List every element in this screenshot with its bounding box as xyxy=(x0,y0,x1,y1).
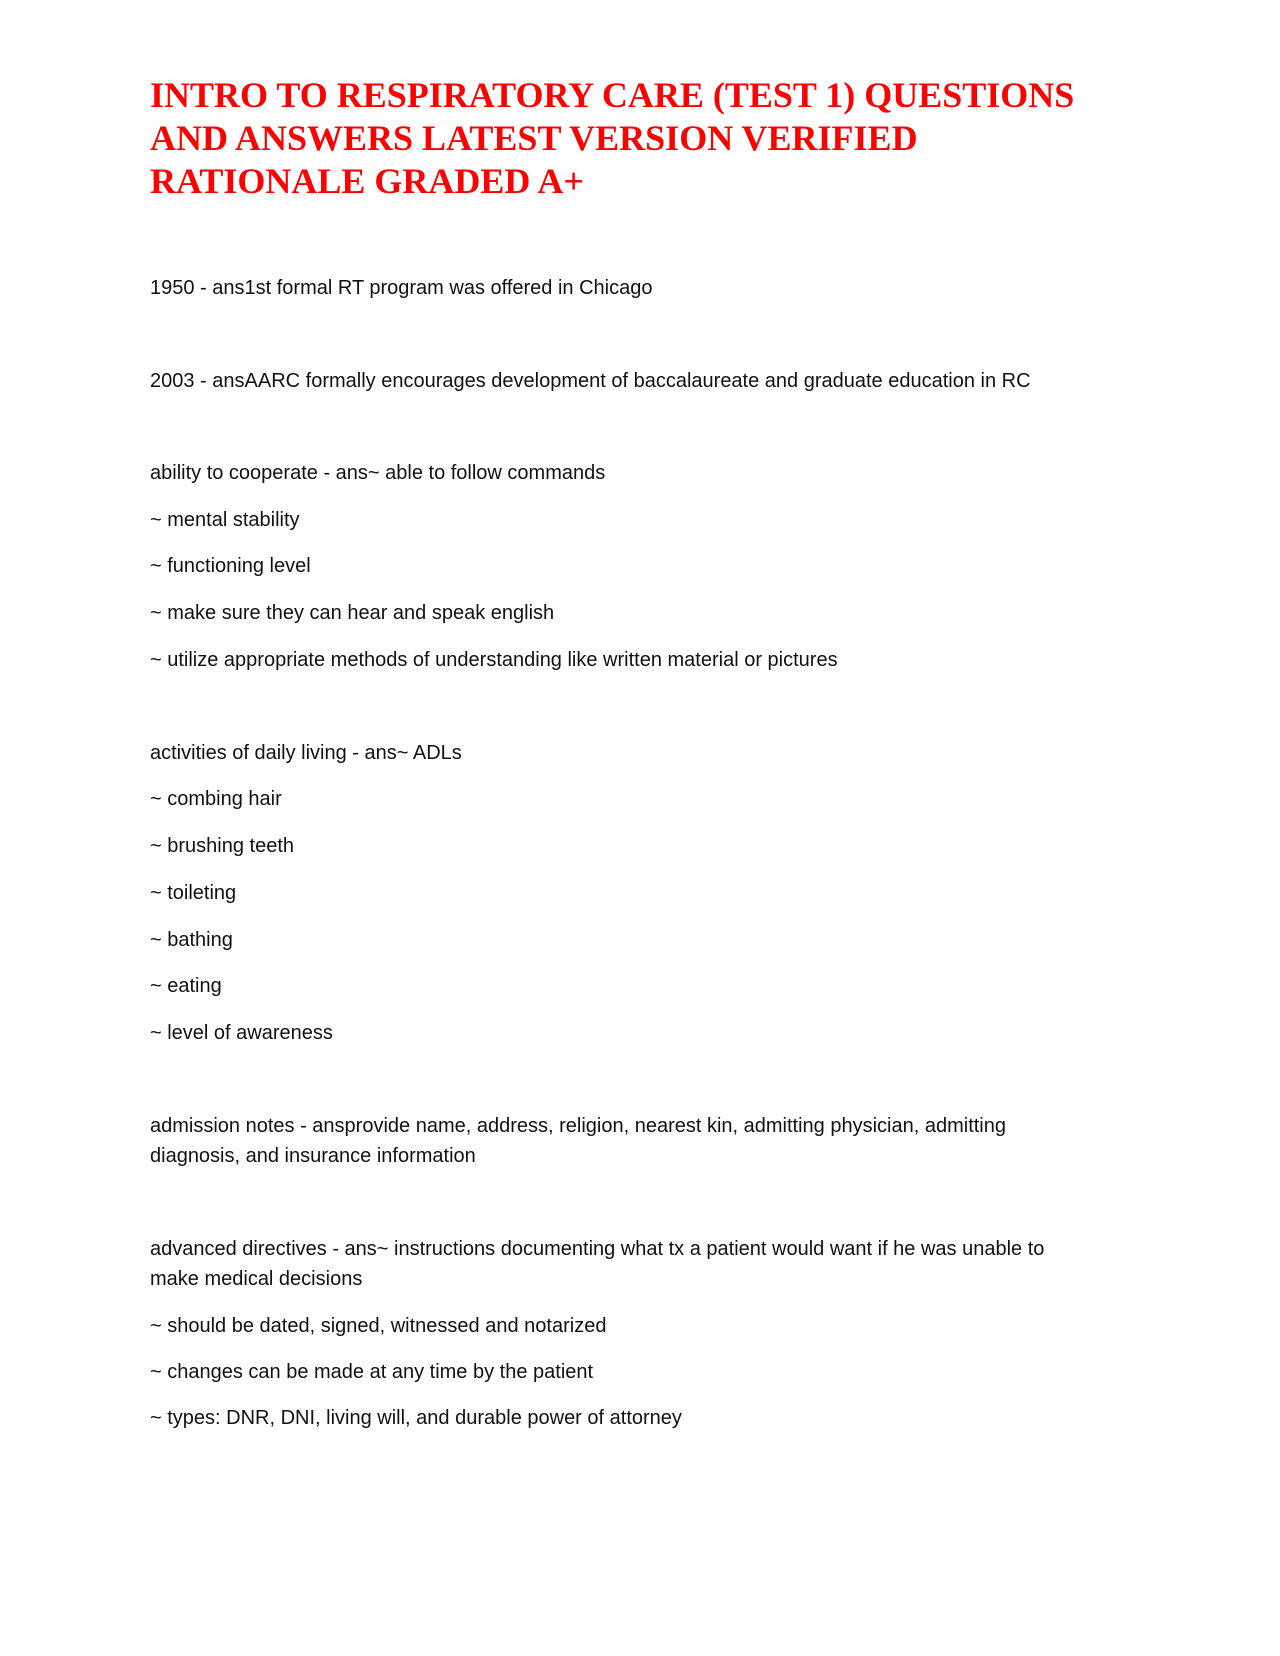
entry-bullet: ~ bathing xyxy=(150,929,233,951)
entry-bullet: ~ functioning level xyxy=(150,555,311,577)
entry-bullet: ~ combing hair xyxy=(150,788,282,810)
entry-activities-of-daily-living: activities of daily living - ans~ ADLs xyxy=(150,742,462,764)
entry-bullet: ~ toileting xyxy=(150,882,237,904)
entry-bullet: ~ changes can be made at any time by the patient xyxy=(150,1361,594,1383)
entry-bullet: ~ types: DNR, DNI, living will, and durable power of attorney xyxy=(150,1407,682,1429)
entry-bullet: ~ mental stability xyxy=(150,509,300,531)
entry-2003: 2003 - ansAARC formally encourages development of baccalaureate and graduate education in RC xyxy=(150,370,1031,392)
entry-bullet: ~ utilize appropriate methods of understanding like written material or pictures xyxy=(150,649,838,671)
entry-1950: 1950 - ans1st formal RT program was offered in Chicago xyxy=(150,277,653,299)
entry-ability-to-cooperate: ability to cooperate - ans~ able to follow commands xyxy=(150,462,606,484)
entry-bullet: ~ brushing teeth xyxy=(150,835,294,857)
document-title xyxy=(150,74,1130,203)
entry-bullet: ~ make sure they can hear and speak english xyxy=(150,602,555,624)
entry-bullet: ~ eating xyxy=(150,975,222,997)
entry-admission-notes: admission notes - ansprovide name, address, religion, nearest kin, admitting physician, admitting xyxy=(150,1115,1006,1137)
entry-continuation: make medical decisions xyxy=(150,1268,363,1290)
title-line: INTRO TO RESPIRATORY CARE (TEST 1) QUESTIONS xyxy=(150,75,1075,115)
entry-bullet: ~ should be dated, signed, witnessed and notarized xyxy=(150,1315,607,1337)
title-line: RATIONALE GRADED A+ xyxy=(150,161,584,201)
entry-advanced-directives: advanced directives - ans~ instructions documenting what tx a patient would want if he was unable to xyxy=(150,1238,1045,1260)
title-line: AND ANSWERS LATEST VERSION VERIFIED xyxy=(150,118,918,158)
entry-continuation: diagnosis, and insurance information xyxy=(150,1145,476,1167)
entry-bullet: ~ level of awareness xyxy=(150,1022,333,1044)
